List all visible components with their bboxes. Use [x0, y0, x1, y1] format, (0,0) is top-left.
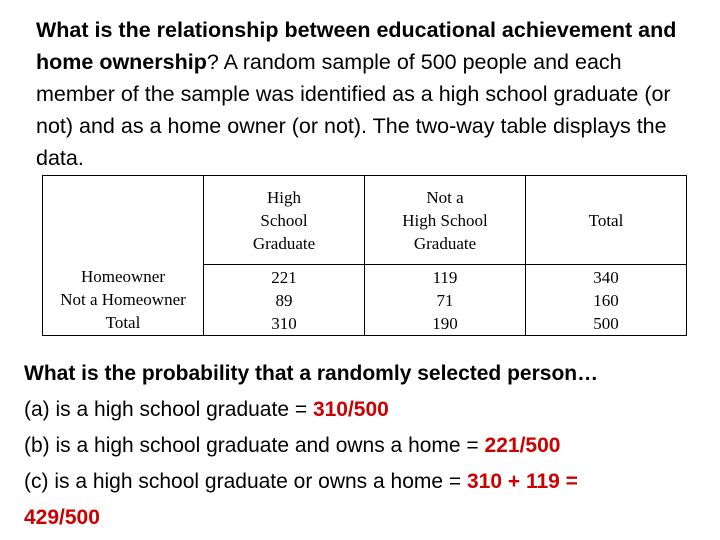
question-b-answer: 221/500: [484, 434, 561, 457]
header-line: Graduate: [413, 233, 477, 253]
header-not-high-school-graduate: [365, 176, 526, 265]
intro-paragraph: [36, 14, 696, 174]
table-data-row: [43, 265, 687, 336]
table-cell: 500: [593, 313, 619, 333]
table-cell: 340: [593, 267, 619, 287]
table-cell: 221: [271, 267, 297, 287]
question-a-text: (a) is a high school graduate =: [24, 398, 313, 421]
questions-heading: What is the probability that a randomly selected person…: [24, 362, 599, 385]
two-way-table: [42, 175, 687, 336]
table-cell: 310: [271, 313, 297, 333]
question-c-answer-part1: 310 + 119 =: [467, 470, 578, 493]
intro-bold-question: What is the relationship between educational achievement and home ownership: [36, 18, 677, 74]
header-line: High: [267, 187, 301, 207]
question-b-text: (b) is a high school graduate and owns a home =: [24, 434, 485, 457]
question-c: [24, 464, 704, 500]
row-labels: [43, 265, 204, 336]
header-line: Total: [588, 210, 624, 230]
question-a: [24, 392, 704, 428]
header-total: [526, 176, 687, 265]
question-b: [24, 428, 704, 464]
table-cell: 71: [436, 290, 454, 310]
table-header-row: [43, 176, 687, 265]
row-label-total: Total: [105, 313, 141, 333]
header-line: Not a: [426, 187, 464, 207]
header-line: School: [260, 210, 308, 230]
table-cell: 190: [432, 313, 458, 333]
table-corner-cell: [43, 176, 204, 265]
questions-block: [24, 356, 704, 536]
question-a-answer: 310/500: [312, 398, 389, 421]
table-cell: 89: [275, 290, 293, 310]
header-line: High School: [402, 210, 488, 230]
table-cell: 160: [593, 290, 619, 310]
column-total: [526, 265, 687, 336]
column-high-school-graduate: [204, 265, 365, 336]
column-not-high-school-graduate: [365, 265, 526, 336]
table-cell: 119: [432, 267, 458, 287]
intro-description: ? A random sample of 500 people and each member of the sample was identified as a high school graduate (or not) and as a home owner (or not). The two-way table displays the data.: [36, 50, 671, 170]
header-high-school-graduate: [204, 176, 365, 265]
question-c-text: (c) is a high school graduate or owns a home =: [24, 470, 467, 493]
row-label-not-homeowner: Not a Homeowner: [60, 290, 186, 310]
row-label-homeowner: Homeowner: [80, 267, 166, 287]
header-line: Graduate: [252, 233, 316, 253]
question-c-answer-part2: 429/500: [24, 506, 100, 529]
